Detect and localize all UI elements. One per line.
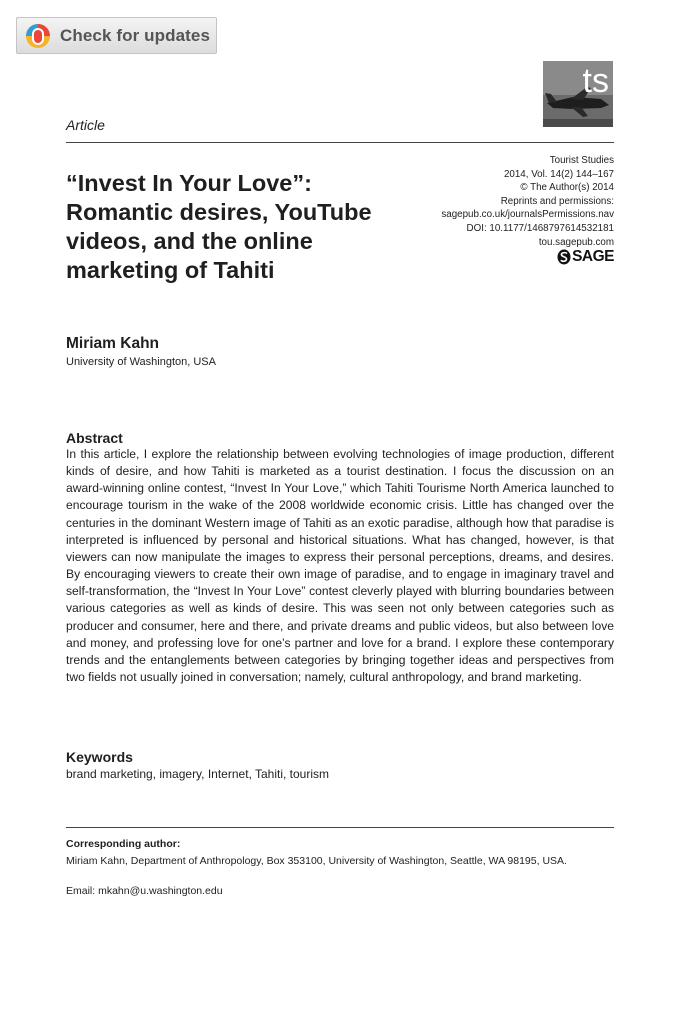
footnote-divider bbox=[66, 827, 614, 828]
publisher-logo-text: SAGE bbox=[572, 248, 614, 265]
article-type-label: Article bbox=[66, 117, 105, 133]
journal-logo-text: ts bbox=[582, 62, 609, 100]
corresponding-author-email[interactable]: Email: mkahn@u.washington.edu bbox=[66, 885, 223, 897]
reprints-label: Reprints and permissions: bbox=[500, 195, 614, 207]
permissions-link[interactable]: sagepub.co.uk/journalsPermissions.nav bbox=[441, 209, 614, 221]
abstract-text: In this article, I explore the relationship between evolving technologies of image production, different kinds of desire, and how Tahiti is marketed as a tourist destination. I focus the discussion on an award-winning online contest, “Invest In Your Love,” which Tahiti Tourisme North America launched to encourage tourism in the wake of the 2008 worldwide economic crisis. Little has changed over the centuries in the dominant Western image of Tahiti as an exotic paradise, although how that paradise is interpreted is influenced by personal and historical situations. What has changed, however, is that viewers can now manipulate the images to express their personal perceptions, dreams, and desires. By encouraging viewers to create their own image of paradise, and to engage in imaginary travel and self-transformation, the “Invest In Your Love” contest cleverly played with blurring boundaries between various categories as well as kinds of desire. This was seen not only between categories such as producer and consumer, here and there, and private dreams and public videos, but also between love and money, and professing love for one’s partner and love for a brand. I explore these contemporary trends and the entanglements between categories by bringing together ideas and perspectives from two fields not usually joined in conversation; namely, cultural anthropology, and brand marketing. bbox=[66, 447, 614, 685]
check-for-updates-button[interactable] bbox=[16, 17, 217, 54]
check-for-updates-label: Check for updates bbox=[60, 25, 211, 45]
author-affiliation: University of Washington, USA bbox=[66, 356, 216, 368]
corresponding-author-address: Miriam Kahn, Department of Anthropology, Box 353100, University of Washington, Seattle, WA 98195, USA. bbox=[66, 855, 567, 867]
keywords-heading: Keywords bbox=[66, 749, 133, 765]
article-title: “Invest In Your Love”: Romantic desires, YouTube videos, and the online marketing of Tahiti bbox=[66, 170, 372, 283]
corresponding-author-heading: Corresponding author: bbox=[66, 838, 181, 850]
publisher-logo bbox=[557, 248, 614, 266]
sage-mark-icon bbox=[557, 249, 571, 265]
check-for-updates-icon bbox=[25, 23, 51, 49]
journal-logo bbox=[543, 61, 613, 127]
author-name: Miriam Kahn bbox=[66, 335, 160, 352]
doi[interactable]: DOI: 10.1177/1468797614532181 bbox=[466, 222, 614, 234]
journal-website-link[interactable]: tou.sagepub.com bbox=[538, 236, 614, 248]
abstract-heading: Abstract bbox=[66, 430, 123, 446]
journal-info bbox=[441, 154, 614, 249]
header-divider bbox=[66, 142, 614, 143]
journal-name: Tourist Studies bbox=[549, 155, 614, 166]
keywords-text: brand marketing, imagery, Internet, Tahiti, tourism bbox=[66, 767, 330, 781]
copyright: © The Author(s) 2014 bbox=[520, 182, 614, 194]
journal-volume: 2014, Vol. 14(2) 144–167 bbox=[503, 168, 614, 180]
